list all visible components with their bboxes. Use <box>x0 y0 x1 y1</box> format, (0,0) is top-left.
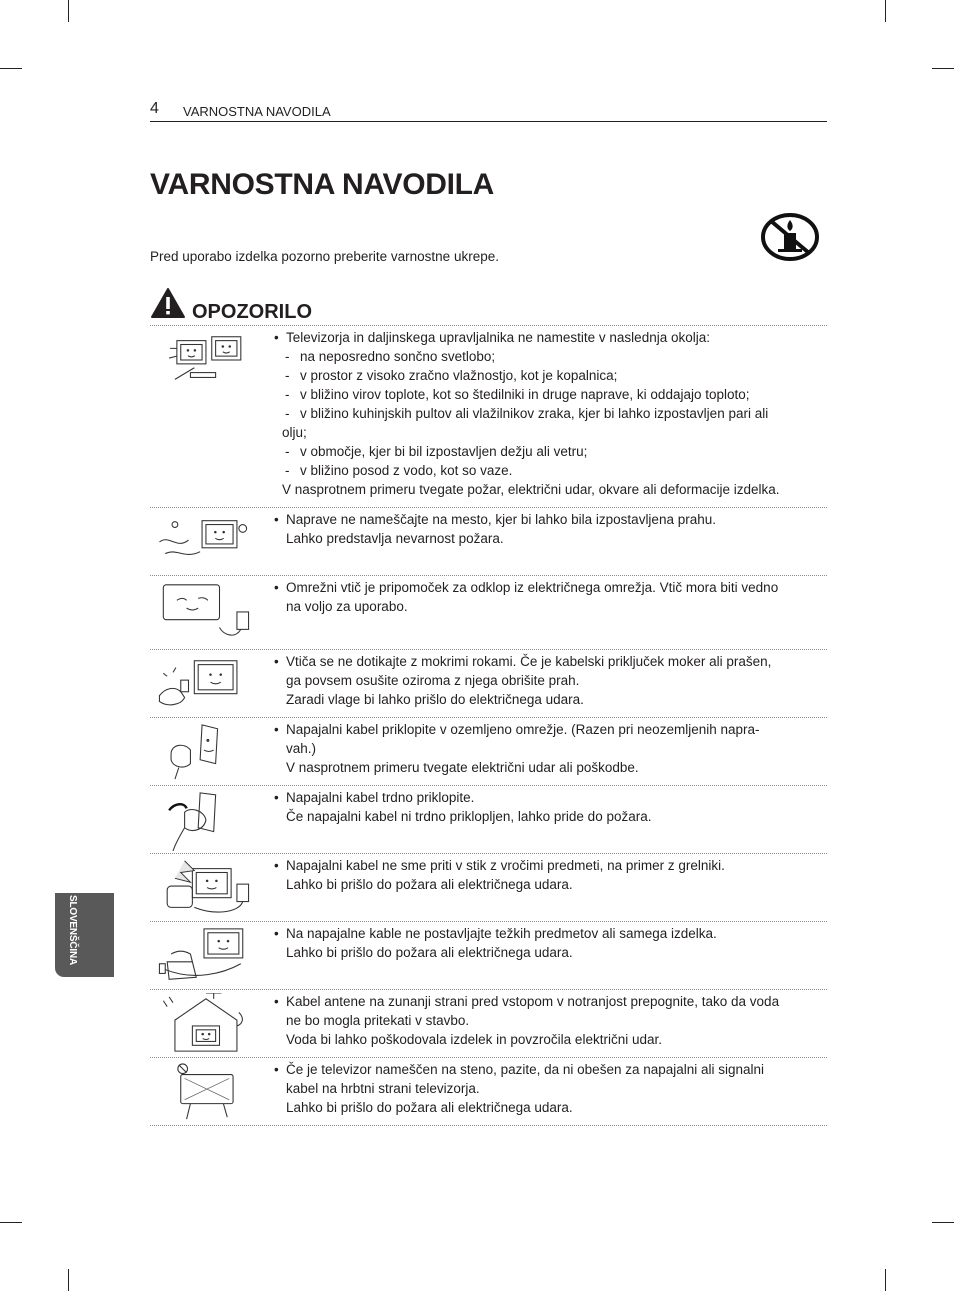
sub-item: - na neposredno sončno svetlobo; <box>272 347 827 366</box>
text-line: Če napajalni kabel ni trdno priklopljen, lahko pride do požara. <box>286 809 652 824</box>
no-candle-icon <box>760 212 820 262</box>
warning-text <box>272 990 827 1057</box>
sub-item: - v prostor z visoko zračno vlažnostjo, kot je kopalnica; <box>272 366 827 385</box>
warning-row <box>150 326 827 508</box>
page-header <box>150 100 827 122</box>
warning-row <box>150 854 827 922</box>
crop-mark <box>885 0 886 22</box>
page-title: VARNOSTNA NAVODILA <box>150 168 495 201</box>
bullet-item: • Na napajalne kable ne postavljajte težkih predmetov ali samega izdelka. <box>272 924 827 943</box>
sub-item: - v območje, kjer bi bil izpostavljen dežju ali vetru; <box>272 442 827 461</box>
warning-text <box>272 718 827 785</box>
grounded-outlet-illustration <box>150 721 258 783</box>
text-line: Lahko predstavlja nevarnost požara. <box>286 531 504 546</box>
warning-label: OPOZORILO <box>192 301 312 323</box>
antenna-cable-house-illustration <box>150 993 258 1055</box>
sub-item: - v bližino kuhinjskih pultov ali vlažilnikov zraka, kjer bi lahko izpostavljen pari ali <box>272 404 827 423</box>
heavy-object-cable-illustration <box>150 925 258 987</box>
warning-text <box>272 508 827 556</box>
plug-firmly-illustration <box>150 789 258 851</box>
page-number: 4 <box>150 100 159 117</box>
warning-text <box>272 576 827 624</box>
tv-mains-plug-illustration <box>150 579 258 641</box>
bullet-item: • Naprave ne nameščajte na mesto, kjer bi lahko bila izpostavljena prahu. <box>272 510 827 529</box>
warning-row <box>150 786 827 854</box>
crop-mark <box>932 68 954 69</box>
bullet-item: • Napajalni kabel priklopite v ozemljeno omrežje. (Razen pri neozemljenih napra- <box>272 720 827 739</box>
bullet-item: • Vtiča se ne dotikajte z mokrimi rokami. Če je kabelski priključek moker ali prašen, <box>272 652 827 671</box>
bullet-item: • Omrežni vtič je pripomoček za odklop iz električnega omrežja. Vtič mora biti vedno <box>272 578 827 597</box>
text-line: vah.) <box>286 741 317 756</box>
text-line: Lahko bi prišlo do požara ali električnega udara. <box>286 877 573 892</box>
text-line: na voljo za uporabo. <box>286 599 408 614</box>
warning-row <box>150 650 827 718</box>
bullet-item: • Napajalni kabel trdno priklopite. <box>272 788 827 807</box>
crop-mark <box>68 0 69 22</box>
warning-text <box>272 326 827 507</box>
bullet-item: • Kabel antene na zunanji strani pred vstopom v notranjost prepognite, tako da voda <box>272 992 827 1011</box>
crop-mark <box>0 1222 22 1223</box>
bullet-item: • Televizorja in daljinskega upravljalnika ne namestite v naslednja okolja: <box>272 328 827 347</box>
warning-text <box>272 786 827 834</box>
warning-row <box>150 922 827 990</box>
warning-row <box>150 508 827 576</box>
intro-text: Pred uporabo izdelka pozorno preberite varnostne ukrepe. <box>150 249 499 264</box>
tv-remote-environment-illustration <box>150 329 258 391</box>
text-line: V nasprotnem primeru tvegate električni udar ali poškodbe. <box>286 760 639 775</box>
text-line: olju; <box>282 425 307 440</box>
language-tab-label: SLOVENŠČINA <box>67 895 78 966</box>
language-tab <box>55 893 114 977</box>
crop-mark <box>932 1222 954 1223</box>
tv-dust-illustration <box>150 511 258 573</box>
sub-item: - v bližino posod z vodo, kot so vaze. <box>272 461 827 480</box>
warning-row <box>150 576 827 650</box>
running-head: VARNOSTNA NAVODILA <box>183 104 331 119</box>
text-line: ne bo mogla pritekati v stavbo. <box>286 1013 470 1028</box>
text-line: Zaradi vlage bi lahko prišlo do električnega udara. <box>286 692 584 707</box>
heater-cable-illustration <box>150 857 258 919</box>
warning-row <box>150 990 827 1058</box>
crop-mark <box>885 1269 886 1291</box>
text-line: Lahko bi prišlo do požara ali električnega udara. <box>286 1100 573 1115</box>
crop-mark <box>68 1269 69 1291</box>
warning-text <box>272 650 827 717</box>
warning-text <box>272 922 827 970</box>
bullet-item: • Napajalni kabel ne sme priti v stik z vročimi predmeti, na primer z grelniki. <box>272 856 827 875</box>
warning-text <box>272 854 827 902</box>
text-line: ga povsem osušite oziroma z njega obrišite prah. <box>286 673 580 688</box>
text-line: kabel na hrbtni strani televizorja. <box>286 1081 480 1096</box>
crop-mark <box>0 68 22 69</box>
text-line: Voda bi lahko poškodovala izdelek in povzročila električni udar. <box>286 1032 662 1047</box>
warning-triangle-icon <box>150 287 186 319</box>
text-line: V nasprotnem primeru tvegate požar, električni udar, okvare ali deformacije izdelka. <box>282 482 780 497</box>
warning-row <box>150 1058 827 1126</box>
sub-item: - v bližino virov toplote, kot so štedilniki in druge naprave, ki oddajajo toploto; <box>272 385 827 404</box>
wall-mount-cable-illustration <box>150 1061 258 1123</box>
wet-hands-plug-illustration <box>150 653 258 715</box>
warning-list <box>150 325 827 1126</box>
warning-text <box>272 1058 827 1125</box>
warning-row <box>150 718 827 786</box>
bullet-item: • Če je televizor nameščen na steno, pazite, da ni obešen za napajalni ali signalni <box>272 1060 827 1079</box>
text-line: Lahko bi prišlo do požara ali električnega udara. <box>286 945 573 960</box>
